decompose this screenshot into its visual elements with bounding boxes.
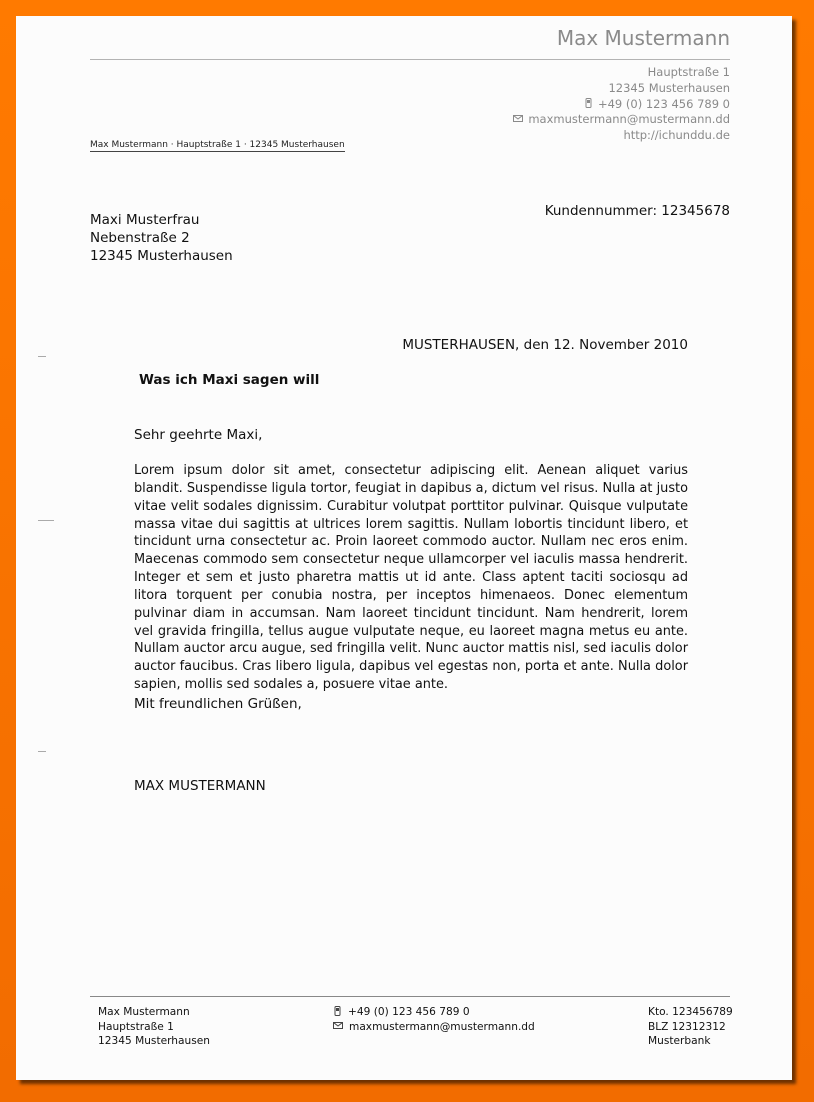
recipient-city: 12345 Musterhausen (90, 248, 233, 264)
footer-bank (648, 1005, 733, 1049)
footer-phone-row (333, 1005, 535, 1020)
envelope-icon (333, 1022, 343, 1032)
sender-phone-row (513, 97, 730, 113)
sender-website-row (513, 128, 730, 144)
footer-account: Kto. 123456789 (648, 1006, 733, 1018)
sender-phone: +49 (0) 123 456 789 0 (597, 96, 730, 111)
footer-street: Hauptstraße 1 (98, 1020, 174, 1033)
salutation: Sehr geehrte Maxi, (134, 427, 263, 443)
footer-email[interactable]: maxmustermann@mustermann.dd (349, 1020, 535, 1033)
sender-street-row (513, 65, 730, 81)
closing-phrase: Mit freundlichen Grüßen, (134, 696, 302, 712)
sender-city: 12345 Musterhausen (608, 80, 730, 95)
fold-mark-bottom (38, 751, 46, 752)
footer-address (98, 1005, 210, 1049)
sender-email-row (513, 112, 730, 128)
subject-line: Was ich Maxi sagen will (139, 372, 320, 388)
footer-phone: +49 (0) 123 456 789 0 (348, 1006, 470, 1018)
sender-website[interactable]: http://ichunddu.de (623, 128, 730, 143)
sender-block (513, 65, 730, 144)
footer-divider (90, 996, 730, 997)
recipient-name: Maxi Musterfrau (90, 212, 200, 228)
footer-city: 12345 Musterhausen (98, 1035, 210, 1048)
footer-bank-name: Musterbank (648, 1035, 711, 1048)
letterhead-divider (90, 59, 730, 60)
date-line: MUSTERHAUSEN, den 12. November 2010 (402, 337, 688, 353)
sender-email[interactable]: maxmustermann@mustermann.dd (528, 112, 730, 127)
phone-icon (584, 98, 593, 111)
footer-email-row (333, 1020, 535, 1035)
fold-mark-top (38, 356, 46, 357)
footer-blz: BLZ 12312312 (648, 1020, 726, 1033)
sender-street: Hauptstraße 1 (647, 65, 730, 79)
recipient-street: Nebenstraße 2 (90, 230, 190, 246)
letter-body: Lorem ipsum dolor sit amet, consectetur adipiscing elit. Aenean aliquet varius blandit. Suspendisse ligula tortor, feugiat in dapibus a, dictum vel risus. Nulla at justo vitae velit sodales dignissim. Curabitur volutpat porttitor pulvinar. Quisque vulputate massa vitae dui sagittis at ultrices lorem sagittis. Nullam lobortis tincidunt libero, et tincidunt urna consectetur ac. Proin laoreet commodo auctor. Nullam nec eros enim. Maecenas commodo sem consectetur neque ullamcorper vel iaculis massa hendrerit. Integer et sem et justo pharetra mattis ut id ante. Class aptent taciti sociosqu ad litora torquent per conubia nostra, per inceptos himenaeos. Donec elementum pulvinar diam in accumsan. Nam laoreet tincidunt tincidunt. Nam hendrerit, lorem vel gravida fringilla, tellus augue vulputate neque, eu laoreet magna metus eu ante. Nullam auctor arcu augue, sed fringilla velit. Nunc auctor mattis nisl, sed iaculis dolor auctor faucibus. Cras libero ligula, dapibus vel egestas non, porta et ante. Nulla dolor sapien, mollis sed sodales a, posuere vitae ante. (134, 463, 688, 693)
signature-name: MAX MUSTERMANN (134, 778, 266, 794)
punch-mark (38, 520, 54, 521)
recipient-address (90, 211, 233, 265)
footer-contact (333, 1005, 535, 1034)
envelope-icon (513, 115, 523, 125)
letterhead-name: Max Mustermann (556, 26, 730, 50)
sender-city-row (513, 81, 730, 97)
phone-icon (333, 1006, 342, 1019)
customer-number: Kundennummer: 12345678 (544, 203, 730, 219)
return-address-line: Max Mustermann · Hauptstraße 1 · 12345 Musterhausen (90, 140, 345, 150)
footer-name: Max Mustermann (98, 1006, 190, 1018)
letter-page (16, 16, 792, 1080)
